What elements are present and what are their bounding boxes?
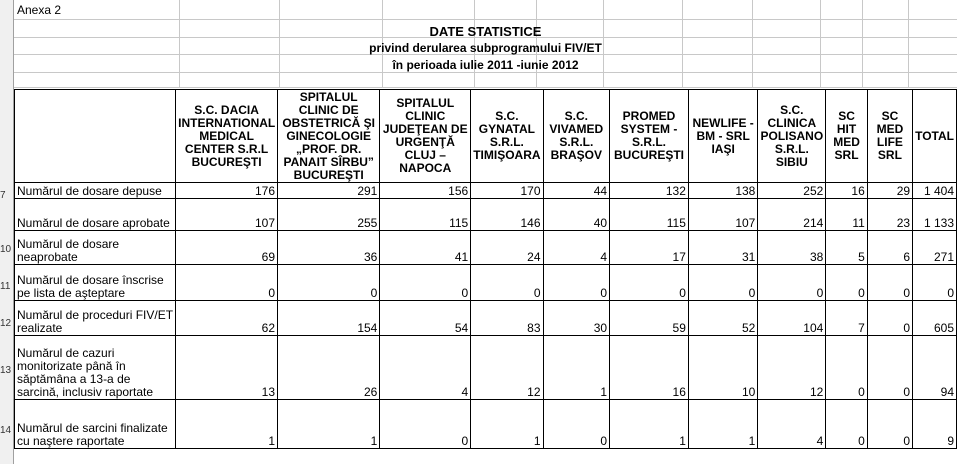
- data-cell[interactable]: 0: [867, 336, 912, 400]
- data-cell[interactable]: 0: [176, 265, 278, 301]
- data-cell[interactable]: 156: [380, 183, 471, 199]
- data-cell[interactable]: 1: [278, 400, 380, 449]
- data-cell[interactable]: 16: [826, 183, 867, 199]
- data-cell[interactable]: 4: [380, 336, 471, 400]
- data-cell[interactable]: 11: [826, 199, 867, 231]
- row-label[interactable]: Numărul de cazuri monitorizate până în săptămâna a 13-a de sarcină, inclusiv raportate: [15, 336, 176, 400]
- data-cell[interactable]: 36: [278, 231, 380, 265]
- data-cell[interactable]: 7: [826, 301, 867, 336]
- table-row: [15, 199, 957, 231]
- data-cell[interactable]: 1: [610, 400, 689, 449]
- column-header[interactable]: SC HIT MED SRL: [826, 90, 867, 183]
- total-cell[interactable]: 0: [913, 265, 957, 301]
- row-label[interactable]: Numărul de proceduri FIV/ET realizate: [15, 301, 176, 336]
- column-header[interactable]: PROMED SYSTEM - S.R.L. BUCUREŞTI: [610, 90, 689, 183]
- column-header[interactable]: SC MED LIFE SRL: [867, 90, 912, 183]
- data-cell[interactable]: 0: [610, 265, 689, 301]
- data-cell[interactable]: 59: [610, 301, 689, 336]
- row-number[interactable]: 11: [0, 281, 11, 292]
- data-cell[interactable]: 17: [610, 231, 689, 265]
- data-cell[interactable]: 170: [471, 183, 543, 199]
- data-cell[interactable]: 0: [826, 265, 867, 301]
- row-number[interactable]: 7: [0, 190, 6, 201]
- data-cell[interactable]: 132: [610, 183, 689, 199]
- data-cell[interactable]: 1: [688, 400, 757, 449]
- total-cell[interactable]: 1 404: [913, 183, 957, 199]
- data-cell[interactable]: 0: [380, 265, 471, 301]
- data-cell[interactable]: 41: [380, 231, 471, 265]
- data-cell[interactable]: 0: [543, 265, 610, 301]
- data-cell[interactable]: 146: [471, 199, 543, 231]
- header-empty-cell[interactable]: [15, 90, 176, 183]
- data-cell[interactable]: 4: [543, 231, 610, 265]
- data-cell[interactable]: 138: [688, 183, 757, 199]
- data-cell[interactable]: 115: [380, 199, 471, 231]
- page-title: DATE STATISTICE: [429, 24, 542, 39]
- page-subtitle: privind derularea subprogramului FIV/ET: [369, 41, 602, 55]
- data-cell[interactable]: 31: [688, 231, 757, 265]
- data-cell[interactable]: 6: [867, 231, 912, 265]
- data-cell[interactable]: 38: [758, 231, 826, 265]
- data-cell[interactable]: 24: [471, 231, 543, 265]
- data-cell[interactable]: 5: [826, 231, 867, 265]
- data-cell[interactable]: 0: [688, 265, 757, 301]
- row-label[interactable]: Numărul de dosare neaprobate: [15, 231, 176, 265]
- table-row: [15, 231, 957, 265]
- statistics-table: [14, 89, 957, 449]
- spreadsheet-grid[interactable]: [14, 0, 957, 464]
- data-cell[interactable]: 214: [758, 199, 826, 231]
- data-cell[interactable]: 69: [176, 231, 278, 265]
- data-cell[interactable]: 12: [758, 336, 826, 400]
- table-row: [15, 301, 957, 336]
- data-cell[interactable]: 26: [278, 336, 380, 400]
- data-cell[interactable]: 10: [688, 336, 757, 400]
- data-cell[interactable]: 30: [543, 301, 610, 336]
- column-header[interactable]: S.C. DACIA INTERNATIONAL MEDICAL CENTER S.R.L BUCUREŞTI: [176, 90, 278, 183]
- data-cell[interactable]: 291: [278, 183, 380, 199]
- row-label[interactable]: Numărul de sarcini finalizate cu naştere raportate: [15, 400, 176, 449]
- table-row: [15, 265, 957, 301]
- data-cell[interactable]: 83: [471, 301, 543, 336]
- data-cell[interactable]: 0: [867, 301, 912, 336]
- row-number[interactable]: 10: [0, 244, 12, 255]
- table-row: [15, 336, 957, 400]
- data-cell[interactable]: 1: [543, 336, 610, 400]
- data-cell[interactable]: 0: [471, 265, 543, 301]
- row-number[interactable]: 12: [0, 318, 12, 329]
- total-cell[interactable]: 271: [913, 231, 957, 265]
- data-cell[interactable]: 29: [867, 183, 912, 199]
- column-header[interactable]: S.C. CLINICA POLISANO S.R.L. SIBIU: [758, 90, 826, 183]
- data-cell[interactable]: 0: [867, 265, 912, 301]
- data-cell[interactable]: 107: [688, 199, 757, 231]
- data-cell[interactable]: 1: [176, 400, 278, 449]
- data-cell[interactable]: 0: [278, 265, 380, 301]
- data-cell[interactable]: 0: [758, 265, 826, 301]
- column-header[interactable]: SPITALUL CLINIC JUDEŢEAN DE URGENŢĂ CLUJ – NAPOCA: [380, 90, 471, 183]
- data-cell[interactable]: 252: [758, 183, 826, 199]
- data-cell[interactable]: 44: [543, 183, 610, 199]
- data-cell[interactable]: 0: [826, 336, 867, 400]
- data-cell[interactable]: 1: [471, 400, 543, 449]
- total-cell[interactable]: 605: [913, 301, 957, 336]
- data-cell[interactable]: 176: [176, 183, 278, 199]
- data-cell[interactable]: 255: [278, 199, 380, 231]
- total-cell[interactable]: 9: [913, 400, 957, 449]
- column-header[interactable]: NEWLIFE - BM - SRL IAŞI: [688, 90, 757, 183]
- header-row: [15, 90, 957, 183]
- row-header-strip: [0, 0, 14, 464]
- row-label[interactable]: Numărul de dosare depuse: [15, 183, 176, 199]
- column-header[interactable]: S.C. VIVAMED S.R.L. BRAŞOV: [543, 90, 610, 183]
- period-subtitle: în perioada iulie 2011 -iunie 2012: [392, 58, 579, 72]
- data-cell[interactable]: 115: [610, 199, 689, 231]
- data-cell[interactable]: 16: [610, 336, 689, 400]
- data-cell[interactable]: 23: [867, 199, 912, 231]
- column-header[interactable]: S.C. GYNATAL S.R.L. TIMIŞOARA: [471, 90, 543, 183]
- data-cell[interactable]: 154: [278, 301, 380, 336]
- data-cell[interactable]: 52: [688, 301, 757, 336]
- total-cell[interactable]: 94: [913, 336, 957, 400]
- data-cell[interactable]: 54: [380, 301, 471, 336]
- data-cell[interactable]: 40: [543, 199, 610, 231]
- row-number[interactable]: 13: [0, 365, 12, 376]
- row-label[interactable]: Numărul de dosare aprobate: [15, 199, 176, 231]
- row-number[interactable]: 14: [0, 425, 12, 436]
- table-row: [15, 183, 957, 199]
- data-cell[interactable]: 0: [867, 400, 912, 449]
- row-label[interactable]: Numărul de dosare înscrise pe lista de aşteptare: [15, 265, 176, 301]
- data-cell[interactable]: 12: [471, 336, 543, 400]
- data-cell[interactable]: 0: [380, 400, 471, 449]
- column-header[interactable]: TOTAL: [913, 90, 957, 183]
- data-cell[interactable]: 13: [176, 336, 278, 400]
- data-cell[interactable]: 0: [826, 400, 867, 449]
- column-header[interactable]: SPITALUL CLINIC DE OBSTETRICĂ ŞI GINECOLOGIE „PROF. DR. PANAIT SÎRBU” BUCUREŞTI: [278, 90, 380, 183]
- data-cell[interactable]: 4: [758, 400, 826, 449]
- table-row: [15, 400, 957, 449]
- data-cell[interactable]: 0: [543, 400, 610, 449]
- data-cell[interactable]: 104: [758, 301, 826, 336]
- data-cell[interactable]: 107: [176, 199, 278, 231]
- data-cell[interactable]: 62: [176, 301, 278, 336]
- annex-label: Anexa 2: [17, 3, 62, 17]
- total-cell[interactable]: 1 133: [913, 199, 957, 231]
